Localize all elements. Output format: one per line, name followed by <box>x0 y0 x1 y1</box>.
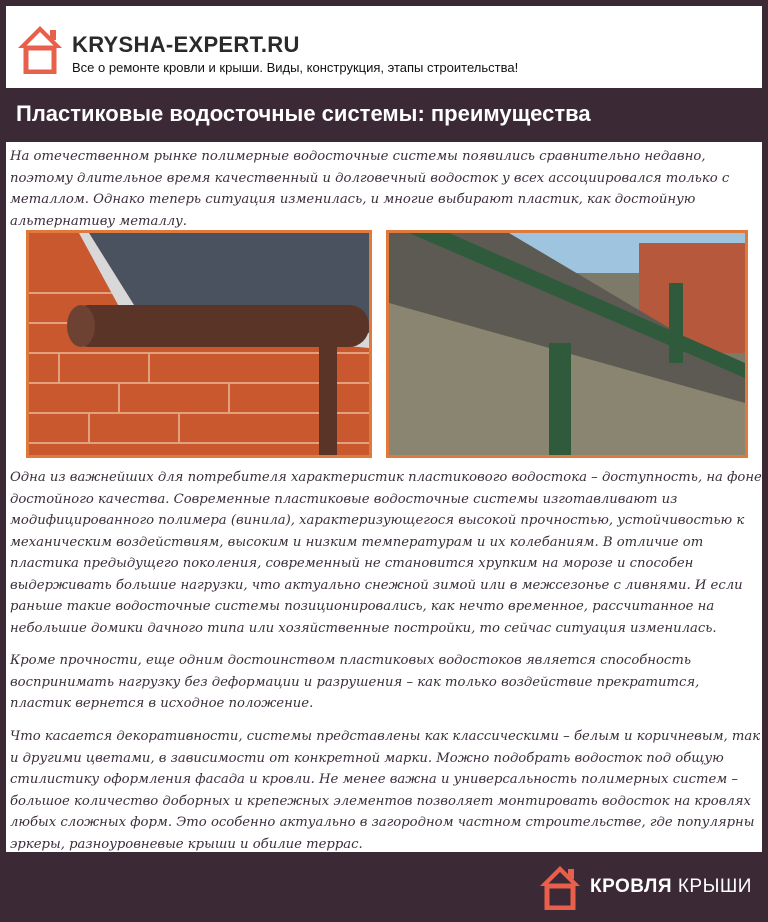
green-gutter-image <box>389 233 745 455</box>
paragraph-intro: На отечественном рынке полимерные водосточные системы появились сравнительно недавно, поэтому длительное время качественный и долговечный водосток у всех ассоциировался только с металлом. Однако теперь ситуация изменилась, и многие выбирают пластик, как достойную альтернативу металлу. <box>10 149 730 229</box>
page-title: Пластиковые водосточные системы: преимущества <box>16 101 591 126</box>
paragraph-affordability: Одна из важнейших для потребителя характеристик пластикового водостока – доступность, на фоне достойного качества. Современные пластиковые водосточные системы изготавливают из модифицированного полимера (винила), характеризующегося высокой прочностью, устойчивостью к механическим воздействиям, высоким и низким температурам и их колебаниям. В отличие от пластика предыдущего поколения, современный не становится хрупким на морозе и способен выдерживать большие нагрузки, что актуально снежной зимой или в межсезонье с ливнями. И если раньше такие водосточные системы позиционировались, как нечто временное, рассчитанное на небольшие домики дачного типа или хозяйственные постройки, то сейчас ситуация изменилась. <box>10 470 762 636</box>
site-tagline: Все о ремонте кровли и крыши. Виды, конструкция, этапы строительства! <box>72 60 519 75</box>
house-logo-icon[interactable] <box>16 24 64 74</box>
photo-green-gutter <box>386 230 748 458</box>
footer-brand[interactable] <box>538 860 758 914</box>
paragraph-strength: Кроме прочности, еще одним достоинством пластиковых водостоков является способность воспринимать нагрузку без деформации и разрушения – как только воздействие прекратится, пластик вернется в исходное положение. <box>10 653 700 711</box>
footer-brand-word1: КРОВЛЯ <box>590 876 673 897</box>
photo-brown-gutter <box>26 230 372 458</box>
footer-brand-word2: КРЫШИ <box>677 876 752 897</box>
site-name[interactable]: KRYSHA-EXPERT.RU <box>72 32 300 57</box>
footer-brand-text <box>590 876 752 898</box>
site-header <box>6 6 762 88</box>
brown-gutter-image <box>29 233 369 455</box>
paragraph-decorative: Что касается декоративности, системы представлены как классическими – белым и коричневым, так и другими цветами, в зависимости от конкретной марки. Можно подобрать водосток под общую стилистику оформления фасада и кровли. Не менее важна и универсальность полимерных систем – большое количество доборных и крепежных элементов позволяет монтировать водосток на кровлях любых сложных форм. Это особенно актуально в загородном частном строительстве, где популярны эркеры, разноуровневые крыши и обилие террас. <box>10 729 761 852</box>
house-icon <box>538 864 582 910</box>
title-bar <box>6 90 626 138</box>
article-body <box>6 142 762 852</box>
